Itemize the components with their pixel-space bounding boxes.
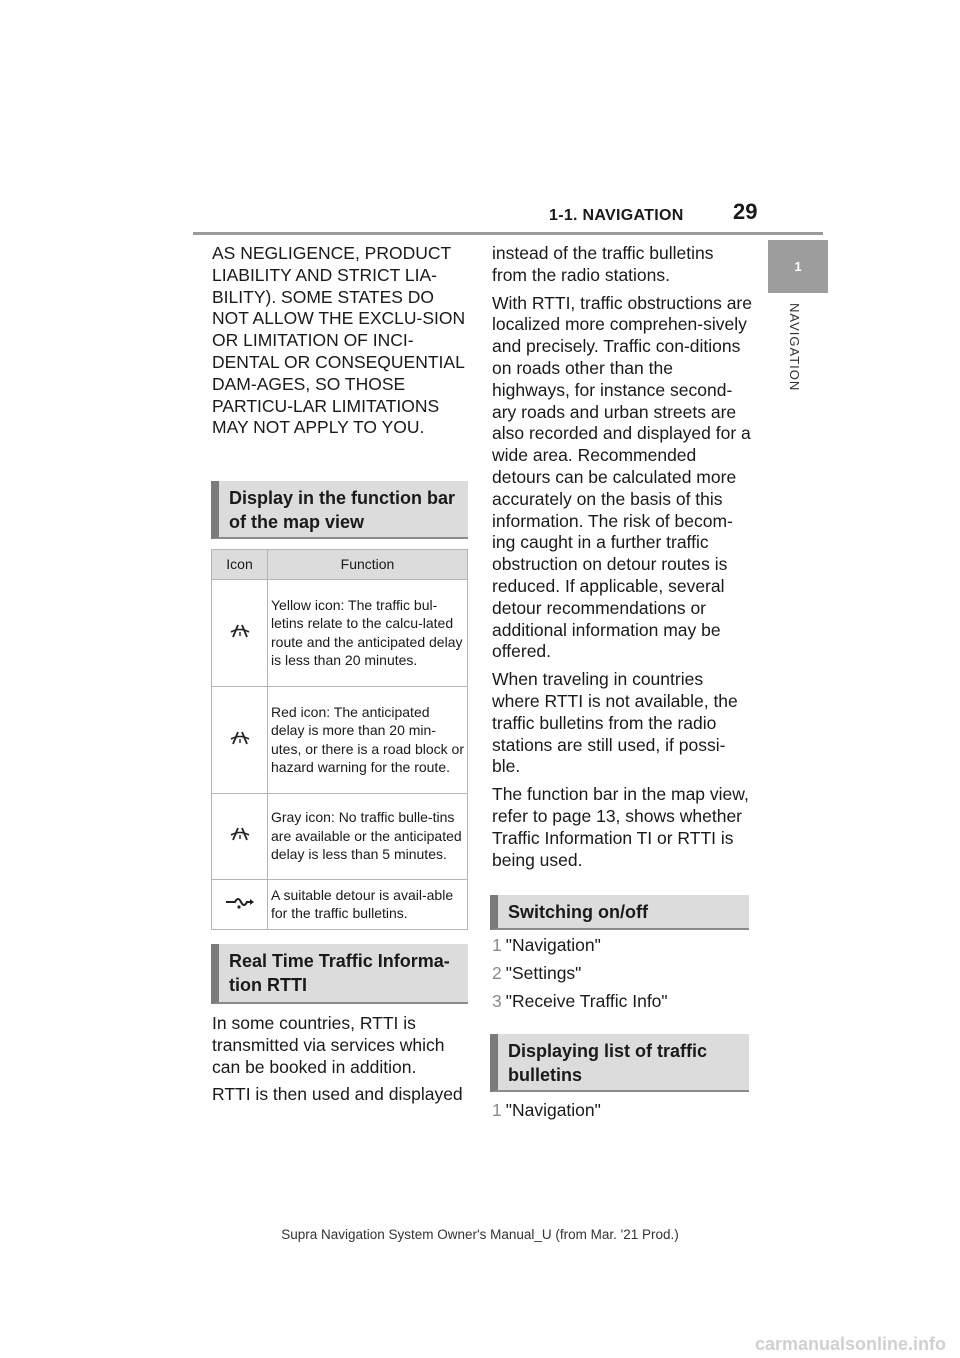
header-divider	[193, 232, 823, 235]
step-number: 1	[492, 935, 502, 955]
detour-icon	[224, 894, 256, 910]
step-number: 2	[492, 962, 502, 983]
table-row	[212, 580, 468, 687]
watermark: carmanualsonline.info	[754, 1334, 946, 1354]
step-number: 3	[492, 990, 502, 1011]
table-row	[212, 794, 468, 880]
page-footer: Supra Navigation System Owner's Manual_U (from Mar. '21 Prod.)	[281, 1227, 679, 1242]
step-text: "Navigation"	[505, 1100, 601, 1120]
body-paragraph: With RTTI, traffic obstructions are localized more comprehen-sively and precisely. Traffic con-ditions on roads other than the highways, for instance second-ary roads and urban streets are also recorded and displayed for a wide area. Recommended detours can be calculated more accurately on the basis of this information. The risk of becom-ing caught in a further traffic obstruction on detour routes is reduced. If applicable, several detour recommendations or additional information may be offered.	[492, 292, 752, 662]
step-text: "Navigation"	[505, 935, 601, 955]
intro-paragraph: AS NEGLIGENCE, PRODUCT LIABILITY AND STRICT LIA-BILITY). SOME STATES DO NOT ALLOW THE EXCLU-SION OR LIMITATION OF INCI-DENTAL OR CONSEQUENTIAL DAM-AGES, SO THOSE PARTICU-LAR LIMITATIONS MAY NOT APPLY TO YOU.	[212, 243, 466, 438]
function-text: Red icon: The anticipated delay is more than 20 min-utes, or there is a road block or hazard warning for the route.	[268, 687, 468, 794]
chapter-label: NAVIGATION	[787, 303, 802, 392]
step-text: "Receive Traffic Info"	[505, 990, 668, 1011]
table-header-function: Function	[268, 550, 468, 580]
chapter-tab	[768, 240, 828, 293]
right-column	[492, 243, 752, 877]
traffic-icon	[229, 826, 251, 842]
switch-steps	[492, 935, 752, 1018]
traffic-icon	[229, 623, 251, 639]
table-row	[212, 880, 468, 930]
body-paragraph: instead of the traffic bulletins from the radio stations.	[492, 243, 714, 285]
function-text: A suitable detour is avail-able for the traffic bulletins.	[268, 880, 468, 930]
rtti-paragraph: In some countries, RTTI is transmitted via services which can be booked in addition.	[212, 1013, 445, 1077]
table-header-icon: Icon	[212, 550, 268, 580]
rtti-text	[212, 1013, 472, 1112]
section-title: 1-1. NAVIGATION	[549, 207, 684, 224]
body-paragraph: When traveling in countries where RTTI is not available, the traffic bulletins from the radio stations are still used, if possi-ble.	[492, 669, 738, 777]
table-row	[212, 687, 468, 794]
function-table	[211, 549, 468, 930]
step-number: 1	[492, 1100, 502, 1120]
function-text: Gray icon: No traffic bulle-tins are available or the anticipated delay is less than 5 minutes.	[268, 794, 468, 880]
page-number: 29	[733, 199, 758, 224]
left-column	[212, 243, 472, 445]
heading-traffic-list: Displaying list of traffic bulletins	[490, 1034, 749, 1092]
step-text: "Settings"	[505, 962, 582, 983]
heading-function-bar: Display in the function bar of the map view	[211, 481, 468, 539]
heading-rtti: Real Time Traffic Informa-tion RTTI	[211, 944, 468, 1004]
traffic-icon	[229, 730, 251, 746]
step-item	[492, 963, 752, 985]
chapter-number: 1	[794, 259, 802, 274]
body-paragraph: The function bar in the map view, refer to page 13, shows whether Traffic Information TI or RTTI is being used.	[492, 784, 749, 870]
step-item	[492, 935, 752, 957]
step-item	[492, 1100, 752, 1122]
function-text: Yellow icon: The traffic bul-letins relate to the calcu-lated route and the anticipated delay is less than 20 minutes.	[268, 580, 468, 687]
heading-switching: Switching on/off	[490, 895, 749, 930]
step-item	[492, 991, 752, 1013]
list-steps	[492, 1100, 752, 1128]
rtti-paragraph: RTTI is then used and displayed	[212, 1084, 463, 1105]
